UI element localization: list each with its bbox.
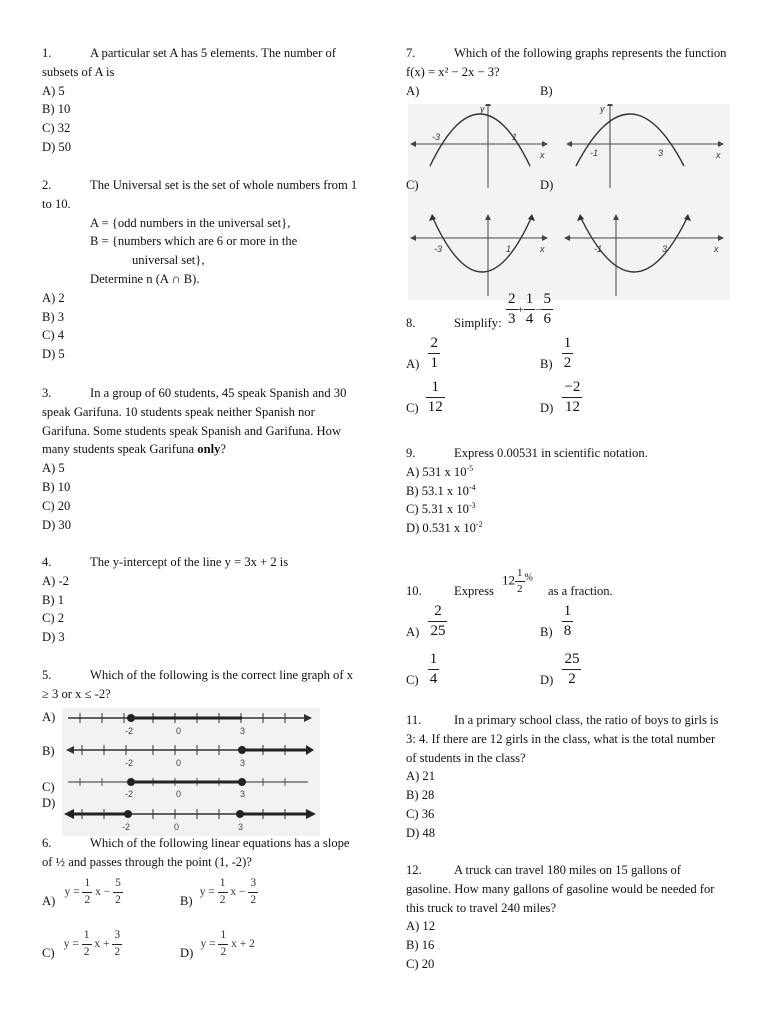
q8-n1: 2: [508, 291, 516, 307]
q6-c-pre: y =: [63, 937, 82, 950]
q8-n3: 5: [543, 291, 551, 307]
q10-b-frac: [562, 604, 574, 639]
q6-b-n2: 3: [250, 877, 257, 889]
q2-set-b-line2: universal set},: [132, 253, 205, 268]
q10-a-n: 2: [434, 603, 442, 619]
q6-a-frac2: [113, 878, 123, 906]
q5-b-tick-neg2: -2: [125, 758, 134, 768]
q7-a-label-1: -3: [432, 132, 441, 142]
q9-a-exp: -5: [466, 463, 474, 473]
q12-option-b[interactable]: B) 16: [406, 938, 435, 953]
q2-number: 2.: [42, 178, 52, 192]
q6-b-frac1: [218, 878, 228, 906]
q7-b-label-1: -1: [590, 148, 599, 158]
q5-a-tick-3: 3: [240, 726, 246, 736]
q8-option-d[interactable]: [540, 380, 582, 415]
q7-text: Which of the following graphs represents the function f(x) = x² − 2x − 3?: [406, 46, 727, 79]
question-8: [406, 292, 728, 432]
q10-n: 1: [517, 567, 523, 579]
question-7: [406, 44, 728, 82]
q8-b-label: B): [540, 357, 553, 372]
q6-a-pre: y =: [64, 885, 83, 898]
q2-set-a: A = {odd numbers in the universal set},: [90, 215, 291, 230]
q11-number: 11.: [406, 713, 422, 727]
q10-pre: Express: [454, 584, 494, 598]
q10-c-n: 1: [429, 651, 438, 667]
question-10: [406, 562, 728, 692]
q4-stem: [42, 553, 360, 572]
q9-d-text: D) 0.531 x 10: [406, 521, 476, 536]
q8-d-label: D): [540, 401, 554, 416]
q7-graph-bg: [408, 104, 730, 300]
q10-frac: [515, 568, 525, 595]
q6-c-d1: 2: [83, 945, 90, 958]
q6-d-n1: 1: [220, 929, 227, 941]
q12-option-a[interactable]: A) 12: [406, 919, 436, 934]
q2-option-a[interactable]: A) 2: [42, 290, 65, 305]
q10-d-label: D): [540, 673, 554, 688]
q7-c-x-label: x: [540, 244, 545, 254]
q3-option-b[interactable]: B) 10: [42, 479, 71, 494]
q3-only-emphasis: only: [197, 442, 221, 457]
q2-stem: [42, 176, 360, 214]
q6-number: 6.: [42, 836, 52, 850]
question-9: [406, 444, 728, 538]
q8-b-n: 1: [563, 335, 572, 351]
q12-number: 12.: [406, 863, 422, 877]
q6-b-frac2: [248, 878, 258, 906]
q9-option-b[interactable]: [406, 482, 728, 501]
q7-b-label-2: 3: [658, 148, 664, 158]
q8-a-n: 2: [430, 335, 438, 351]
q7-a-x-label: x: [540, 150, 545, 160]
q6-a-n2: 5: [115, 877, 121, 889]
q3-option-d[interactable]: D) 30: [42, 517, 72, 532]
q6-b-d1: 2: [219, 893, 226, 906]
q6-c-n2: 3: [114, 929, 121, 941]
q8-d-d: 12: [562, 397, 582, 415]
q3-option-c[interactable]: C) 20: [42, 498, 71, 513]
q7-d-x-label: x: [714, 244, 719, 254]
q2-option-c[interactable]: C) 4: [42, 328, 65, 343]
q9-number: 9.: [406, 446, 416, 460]
q10-c-label: C): [406, 673, 419, 688]
q10-b-n: 1: [563, 603, 572, 619]
q8-b-d: 2: [563, 355, 572, 371]
q4-number: 4.: [42, 555, 52, 569]
q10-option-d[interactable]: [540, 652, 581, 687]
q8-option-b[interactable]: [540, 336, 573, 371]
q7-row1-labels: [406, 84, 726, 104]
q9-stem: [406, 444, 728, 463]
q7-d-label-2: 3: [662, 244, 668, 254]
q6-option-b[interactable]: [180, 878, 258, 906]
q7-d-label-1: -1: [594, 244, 603, 254]
q5-option-c[interactable]: C): [42, 780, 55, 794]
q1-option-c[interactable]: C) 32: [42, 121, 71, 136]
q11-option-c[interactable]: C) 36: [406, 806, 435, 821]
q5-d-tick-3: 3: [238, 822, 244, 832]
q12-text: A truck can travel 180 miles on 15 gallons of gasoline. How many gallons of gasoline would be needed for this truck to travel 240 miles?: [406, 863, 715, 915]
q6-b-pre: y =: [199, 885, 218, 898]
q7-c-label-2: 1: [506, 244, 512, 254]
q5-d-tick-0: 0: [174, 822, 180, 832]
q8-d3: 6: [543, 311, 551, 327]
q5-a-tick-0: 0: [176, 726, 182, 736]
q8-c-n: 1: [431, 379, 439, 395]
q6-c-d2: 2: [114, 945, 121, 958]
q7-option-a[interactable]: A): [406, 84, 420, 98]
q6-d-d1: 2: [220, 945, 227, 958]
q6-d-mid: x + 2: [231, 937, 255, 950]
q7-option-d[interactable]: D): [540, 178, 554, 192]
q8-a-label: A): [406, 357, 420, 372]
q7-b-x-label: x: [716, 150, 721, 160]
question-1: [42, 44, 360, 157]
q5-text: Which of the following is the correct line graph of x ≥ 3 or x ≤ -2?: [42, 668, 353, 701]
q4-option-a[interactable]: A) -2: [42, 573, 69, 588]
q8-d2: 4: [525, 311, 534, 327]
q9-option-d[interactable]: [406, 519, 728, 538]
q5-number-line-graphic: [62, 708, 320, 836]
q9-b-text: B) 53.1 x 10: [406, 483, 469, 498]
q9-option-c[interactable]: [406, 500, 728, 519]
q10-c-d: 4: [429, 671, 438, 687]
q10-a-frac: [428, 604, 447, 639]
q10-d-d: 2: [562, 669, 581, 687]
q7-number: 7.: [406, 46, 416, 60]
q5-b-tick-3: 3: [240, 758, 246, 768]
q6-d-equation: [200, 929, 255, 958]
q1-option-d[interactable]: D) 50: [42, 139, 72, 154]
q6-c-n1: 1: [83, 929, 90, 941]
q8-frac2: [524, 292, 536, 327]
q4-option-b[interactable]: B) 1: [42, 592, 65, 607]
q4-option-d[interactable]: D) 3: [42, 630, 65, 645]
q2-text: The Universal set is the set of whole numbers from 1 to 10.: [42, 178, 358, 211]
q6-c-mid: x +: [94, 937, 113, 950]
q10-post: as a fraction.: [548, 584, 613, 598]
q10-d-frac: [562, 652, 581, 687]
q6-a-equation: [64, 877, 122, 906]
q12-option-c[interactable]: C) 20: [406, 956, 435, 971]
q8-minus: −: [535, 303, 542, 316]
q8-number: 8.: [406, 316, 416, 330]
question-5: [42, 666, 360, 704]
q6-b-d2: 2: [250, 893, 257, 906]
q11-option-d[interactable]: D) 48: [406, 825, 436, 840]
q1-number: 1.: [42, 46, 52, 60]
q5-option-b[interactable]: B): [42, 744, 55, 758]
q7-graphs: [408, 104, 730, 300]
q5-number-lines: [42, 708, 332, 832]
question-6: [42, 834, 360, 872]
q6-d-label: D): [180, 945, 194, 960]
q10-d: 2: [517, 583, 523, 595]
q8-b-frac: [562, 336, 574, 371]
q6-b-mid: x −: [230, 885, 249, 898]
q6-b-equation: [199, 877, 258, 906]
q9-b-exp: -4: [468, 482, 476, 492]
q10-c-frac: [428, 652, 440, 687]
q6-a-n1: 1: [84, 877, 91, 889]
q5-graphic-bg: [62, 708, 320, 836]
q8-a-d: 1: [430, 355, 438, 371]
q3-text-end: ?: [220, 442, 226, 457]
question-12: [406, 861, 728, 974]
q10-mixed-percent: [502, 568, 533, 595]
q2-determine: Determine n (A ∩ B).: [90, 271, 200, 286]
q3-stem: [42, 384, 360, 459]
q6-c-label: C): [42, 945, 55, 960]
q8-a-frac: [428, 336, 440, 371]
q8-label: Simplify:: [454, 316, 502, 330]
q6-c-equation: [63, 929, 122, 958]
q5-c-tick-0: 0: [176, 789, 182, 799]
q5-stem: [42, 666, 360, 704]
q5-c-tick-neg2: -2: [125, 789, 134, 799]
q5-option-a[interactable]: A): [42, 710, 56, 724]
q10-pct: %: [524, 572, 533, 584]
q5-a-tick-neg2: -2: [125, 726, 134, 736]
q7-a-label-2: 1: [512, 132, 518, 142]
q7-a-y-label: y: [480, 104, 485, 114]
q8-expression: [506, 292, 553, 327]
q8-frac1: [506, 292, 518, 327]
q6-text: Which of the following linear equations has a slope of ½ and passes through the point (1, -2)?: [42, 836, 350, 869]
question-2: [42, 176, 360, 364]
q10-b-label: B): [540, 625, 553, 640]
q10-option-b[interactable]: [540, 604, 573, 639]
q8-plus: +: [517, 303, 524, 316]
q10-a-d: 25: [430, 623, 446, 639]
q6-stem: [42, 834, 360, 872]
q5-number: 5.: [42, 668, 52, 682]
q6-c-frac2: [112, 930, 122, 958]
q6-c-frac1: [82, 930, 92, 958]
q9-c-exp: -3: [468, 501, 476, 511]
q6-a-label: A): [42, 893, 56, 908]
q2-option-b[interactable]: B) 3: [42, 309, 65, 324]
q11-option-a[interactable]: A) 21: [406, 769, 436, 784]
q10-whole: 12: [502, 572, 515, 588]
q7-stem: [406, 44, 728, 82]
question-11: [406, 711, 728, 843]
q2-option-d[interactable]: D) 5: [42, 347, 65, 362]
q6-b-label: B): [180, 893, 193, 908]
q6-d-pre: y =: [200, 937, 219, 950]
q9-a-text: A) 531 x 10: [406, 464, 467, 479]
q9-option-a[interactable]: [406, 463, 728, 482]
q3-text: In a group of 60 students, 45 speak Spanish and 30 speak Garifuna. 10 students speak neither Spanish nor Garifuna. Some students speak Spanish and Garifuna. How many students speak Garifuna: [42, 386, 347, 457]
q8-d1: 3: [508, 311, 516, 327]
q6-option-a[interactable]: [42, 878, 123, 906]
q7-option-c[interactable]: C): [406, 178, 419, 192]
q8-d-n: −2: [564, 379, 581, 395]
q6-b-n1: 1: [219, 877, 226, 889]
q6-option-c[interactable]: [42, 930, 122, 958]
q5-option-d[interactable]: D): [42, 796, 56, 810]
q8-n2: 1: [525, 291, 534, 307]
q1-stem: [42, 44, 360, 82]
q11-stem: [406, 711, 728, 767]
q10-option-c[interactable]: [406, 652, 439, 687]
q9-text: Express 0.00531 in scientific notation.: [454, 446, 648, 460]
q11-option-b[interactable]: B) 28: [406, 788, 435, 803]
q1-text: A particular set A has 5 elements. The number of subsets of A is: [42, 46, 336, 79]
q7-option-b[interactable]: B): [540, 84, 553, 98]
q6-option-d[interactable]: [180, 930, 255, 958]
q5-b-tick-0: 0: [176, 758, 182, 768]
q10-number: 10.: [406, 584, 422, 598]
q10-option-a[interactable]: [406, 604, 447, 639]
q7-b-y-label: y: [600, 104, 605, 114]
q1-option-b[interactable]: B) 10: [42, 102, 71, 117]
q8-c-d: 12: [427, 399, 443, 415]
question-4: [42, 553, 360, 647]
q6-d-frac1: [218, 930, 228, 958]
q11-text: In a primary school class, the ratio of boys to girls is 3: 4. If there are 12 girls in the class, what is the total number of students in the class?: [406, 713, 719, 765]
q8-d-frac: [562, 380, 582, 415]
q3-option-a[interactable]: A) 5: [42, 461, 65, 476]
q6-a-d2: 2: [115, 893, 121, 906]
q9-d-exp: -2: [475, 520, 483, 529]
question-3: [42, 384, 360, 534]
q12-stem: [406, 861, 728, 917]
q10-a-label: A): [406, 625, 420, 640]
q2-set-b-line1: B = {numbers which are 6 or more in the: [90, 234, 298, 249]
q4-option-c[interactable]: C) 2: [42, 611, 65, 626]
q5-d-tick-neg2: -2: [122, 822, 131, 832]
q6-a-d1: 2: [84, 893, 91, 906]
q6-a-frac1: [82, 878, 92, 906]
q8-option-c[interactable]: [406, 380, 445, 415]
q1-option-a[interactable]: A) 5: [42, 83, 65, 98]
q3-number: 3.: [42, 386, 52, 400]
q8-option-a[interactable]: [406, 336, 440, 371]
q9-c-text: C) 5.31 x 10: [406, 502, 469, 517]
q5-c-tick-3: 3: [240, 789, 246, 799]
q10-d-n: 25: [564, 651, 580, 667]
q8-c-frac: [426, 380, 445, 415]
q4-text: The y-intercept of the line y = 3x + 2 is: [90, 555, 289, 569]
q10-b-d: 8: [563, 623, 572, 639]
q8-frac3: [541, 292, 553, 327]
q6-a-mid: x −: [95, 885, 114, 898]
q8-c-label: C): [406, 401, 419, 416]
q7-c-label-1: -3: [434, 244, 443, 254]
